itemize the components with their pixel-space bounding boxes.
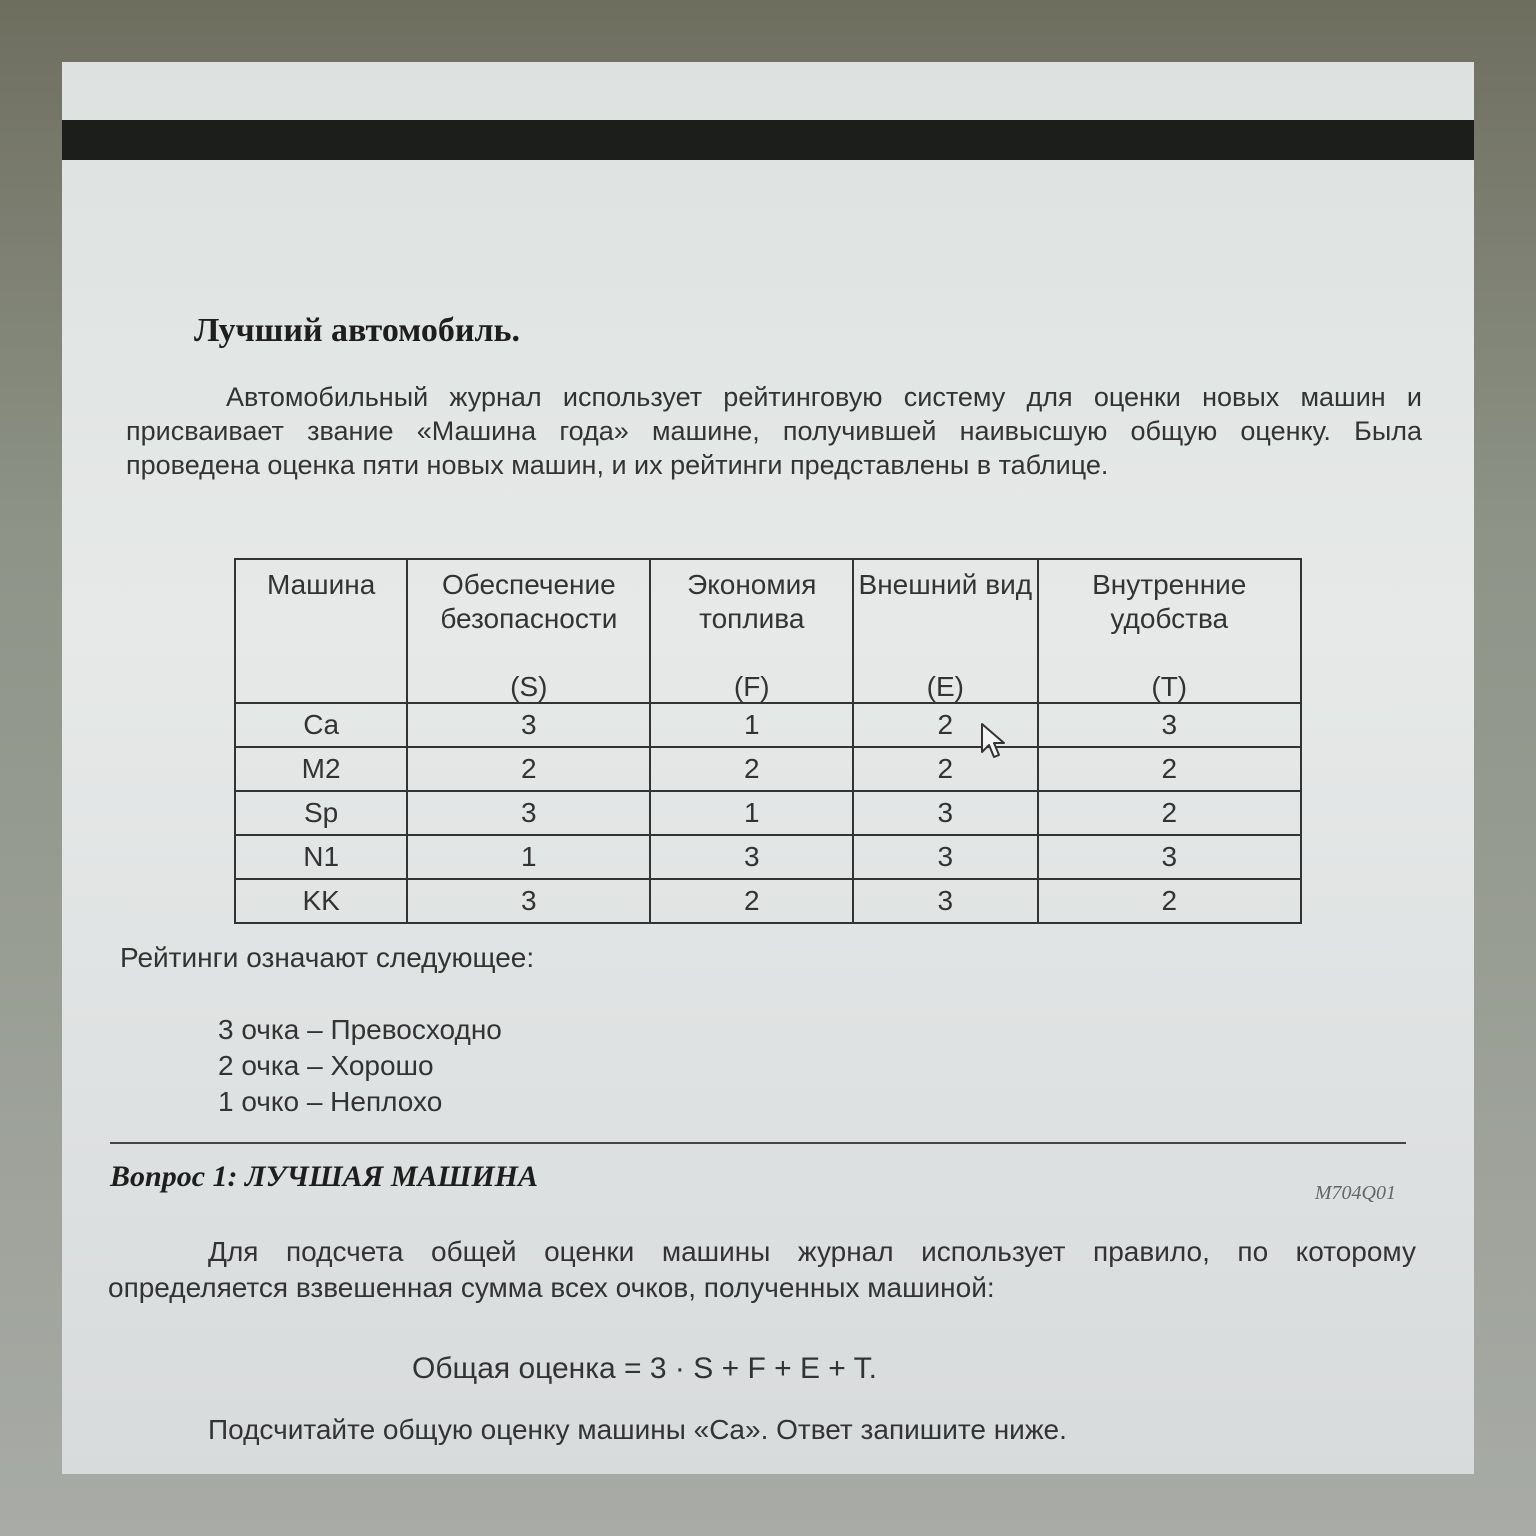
ratings-table bbox=[234, 558, 1302, 924]
legend-title: Рейтинги означают следующее: bbox=[120, 942, 535, 973]
table-row bbox=[235, 791, 1301, 835]
table-cell: 3 bbox=[853, 835, 1037, 879]
table-row bbox=[235, 747, 1301, 791]
table-cell: 2 bbox=[1038, 747, 1301, 791]
table-cell: 3 bbox=[407, 791, 650, 835]
table-cell: 2 bbox=[853, 747, 1037, 791]
table-cell: 3 bbox=[407, 703, 650, 747]
table-row bbox=[235, 835, 1301, 879]
question-title: Вопрос 1: ЛУЧШАЯ МАШИНА bbox=[110, 1160, 538, 1193]
table-cell: 3 bbox=[650, 835, 853, 879]
task-text: Подсчитайте общую оценку машины «Ca». Ответ запишите ниже. bbox=[208, 1414, 1067, 1445]
table-cell: 3 bbox=[1038, 835, 1301, 879]
table-cell: 3 bbox=[853, 879, 1037, 923]
screen bbox=[62, 62, 1474, 1474]
intro-paragraph: Автомобильный журнал использует рейтинговую систему для оценки новых машин и присваивает звание «Машина года» машине, получившей наивысшую общую оценку. Была проведена оценка пяти новых машин, и их рейтинги представлены в таблице. bbox=[126, 382, 1422, 480]
header-interior: Внутренние удобства (T) bbox=[1038, 559, 1301, 703]
header-exterior: Внешний вид (E) bbox=[853, 559, 1037, 703]
table-cell: 2 bbox=[1038, 879, 1301, 923]
formula: Общая оценка = 3 · S + F + E + T. bbox=[412, 1352, 877, 1385]
legend-item: 1 очко – Неплохо bbox=[218, 1086, 443, 1117]
question-text: Для подсчета общей оценки машины журнал использует правило, по которому определяется взвешенная сумма всех очков, полученных машиной: bbox=[108, 1236, 1416, 1303]
header-fuel: Экономия топлива (F) bbox=[650, 559, 853, 703]
header-car: Машина bbox=[235, 559, 407, 703]
legend-item: 3 очка – Превосходно bbox=[218, 1014, 502, 1045]
table-cell: Sp bbox=[235, 791, 407, 835]
table-cell: 2 bbox=[1038, 791, 1301, 835]
table-cell: 1 bbox=[407, 835, 650, 879]
table-row bbox=[235, 703, 1301, 747]
table-cell: 2 bbox=[853, 703, 1037, 747]
page-title: Лучший автомобиль. bbox=[194, 312, 521, 349]
window-top-bar bbox=[62, 120, 1474, 160]
section-divider bbox=[110, 1142, 1406, 1144]
legend-item: 2 очка – Хорошо bbox=[218, 1050, 434, 1081]
table-row bbox=[235, 879, 1301, 923]
header-safety: Обеспечение безопасности (S) bbox=[407, 559, 650, 703]
table-cell: 1 bbox=[650, 703, 853, 747]
table-cell: Ca bbox=[235, 703, 407, 747]
table-cell: 2 bbox=[407, 747, 650, 791]
table-cell: 3 bbox=[407, 879, 650, 923]
table-cell: 2 bbox=[650, 747, 853, 791]
table-cell: KK bbox=[235, 879, 407, 923]
table-cell: 3 bbox=[1038, 703, 1301, 747]
table-cell: 1 bbox=[650, 791, 853, 835]
mouse-pointer-icon bbox=[980, 722, 1008, 762]
table-header-row bbox=[235, 559, 1301, 703]
table-cell: M2 bbox=[235, 747, 407, 791]
legend-list bbox=[218, 1012, 502, 1120]
table-cell: 3 bbox=[853, 791, 1037, 835]
table-cell: N1 bbox=[235, 835, 407, 879]
table-cell: 2 bbox=[650, 879, 853, 923]
question-code: M704Q01 bbox=[1314, 1182, 1396, 1204]
